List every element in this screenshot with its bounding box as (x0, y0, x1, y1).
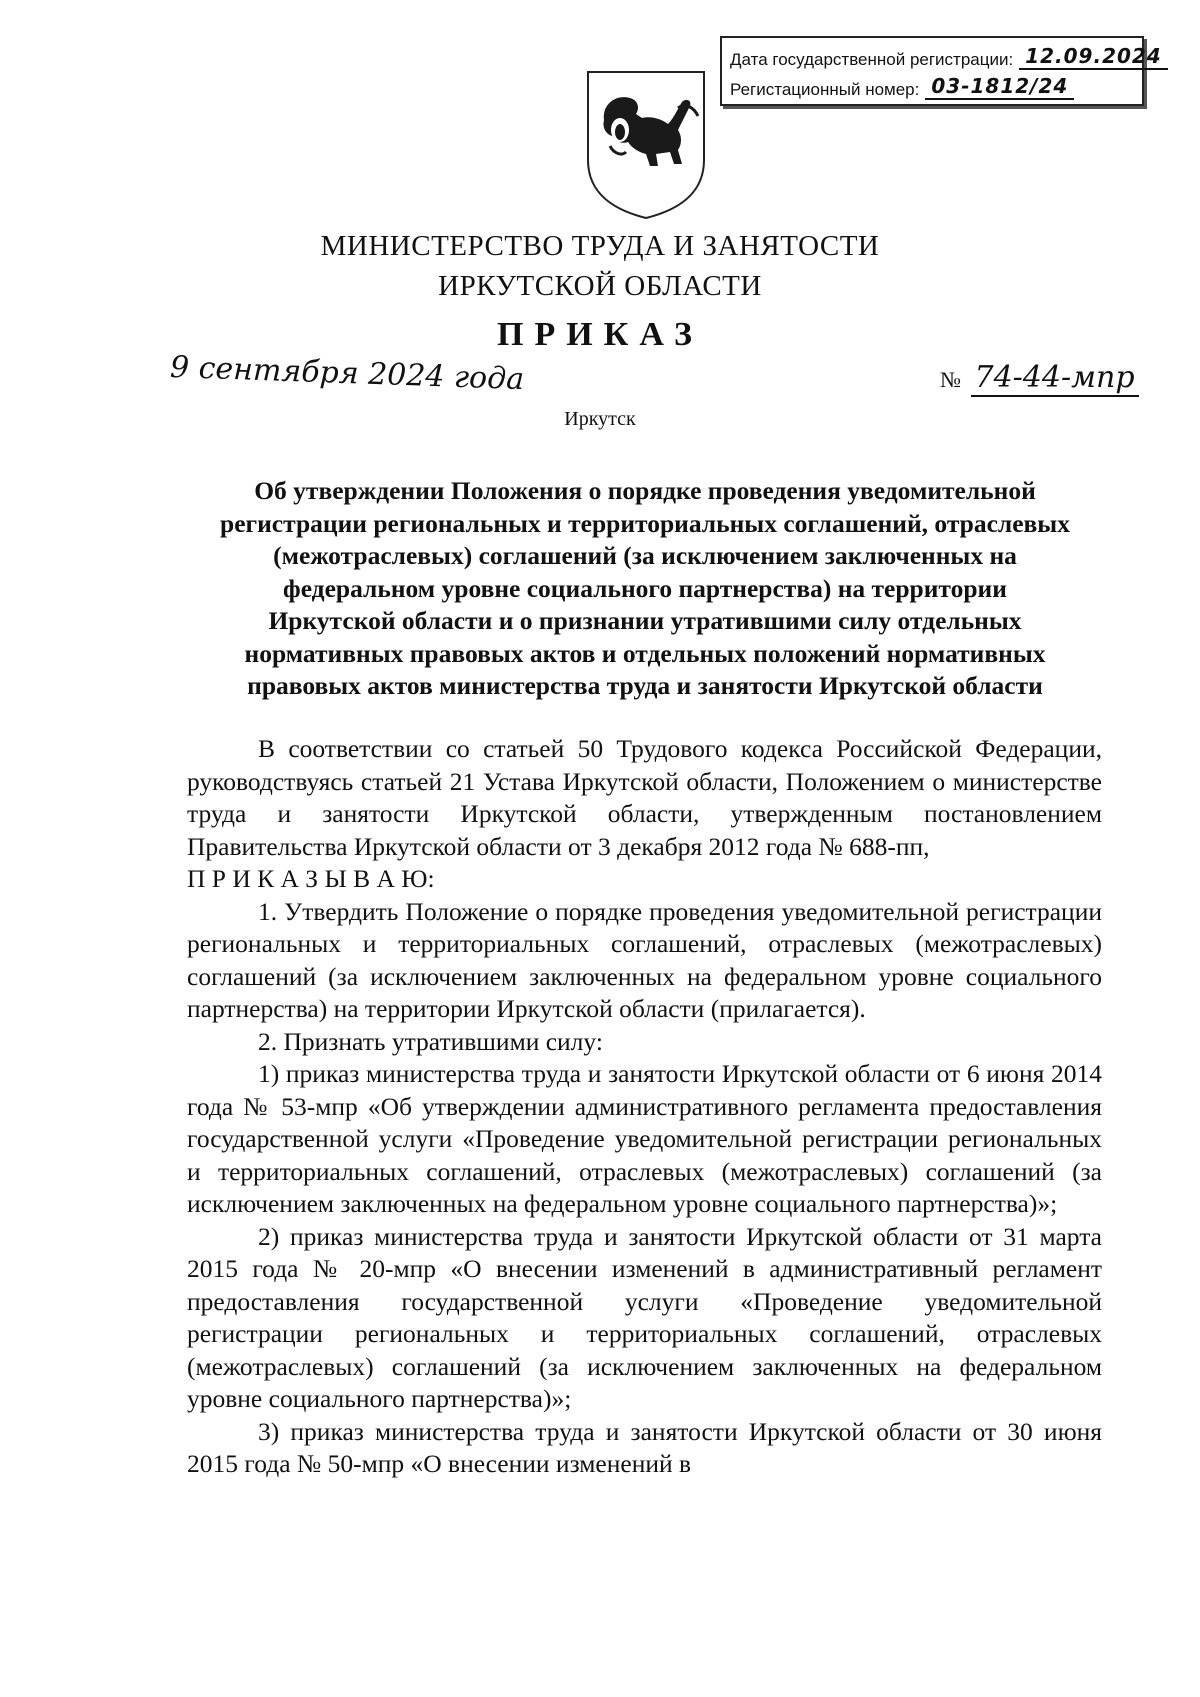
title-line: нормативных правовых актов и отдельных положений нормативных (244, 638, 1046, 668)
stamp-date-row (730, 44, 1168, 70)
stamp-number-row (730, 74, 1074, 100)
ministry-name-line2: ИРКУТСКОЙ ОБЛАСТИ (438, 270, 762, 302)
title-line: Иркутской области и о признании утратившими силу отдельных (268, 606, 1022, 635)
registration-stamp (720, 36, 1162, 106)
ministry-name-line1: МИНИСТЕРСТВО ТРУДА И ЗАНЯТОСТИ (320, 230, 880, 262)
handwritten-date: 9 сентября 2024 года (169, 349, 525, 398)
stamp-number-label: Регистационный номер: (730, 80, 920, 99)
city-name: Иркутск (564, 408, 636, 430)
item-2-1-paragraph: 1) приказ министерства труда и занятости Иркутской области от 6 июня 2014 года № 53-мпр «Об утверждении административного регламента предоставления государственной услуги «Проведение уведомительной регистрации региональных и территориальных соглашений, отраслевых (межотраслевых) соглашений (за исключением заключенных на федеральном уровне социального партнерства)»; (187, 1059, 1102, 1218)
title-line: (межотраслевых) соглашений (за исключением заключенных на (273, 541, 1017, 570)
document-body (187, 733, 1102, 1481)
document-title (190, 475, 1100, 703)
item-2-paragraph: 2. Признать утратившими силу: (258, 1026, 603, 1056)
stamp-number-value: 03-1812/24 (925, 74, 1074, 100)
order-number-label: № (940, 367, 961, 392)
title-line: федеральном уровне социального партнерства) на территории (283, 573, 1007, 603)
title-line: регистрации региональных и территориальных соглашений, отраслевых (220, 508, 1070, 538)
order-number-value: 74-44-мпр (971, 360, 1139, 397)
item-2-2-paragraph: 2) приказ министерства труда и занятости Иркутской области от 31 марта 2015 года № 20-мпр «О внесении изменений в административный регламент предоставления государственной услуги «Проведение уведомительной регистрации региональных и территориальных соглашений, отраслевых (межотраслевых) соглашений (за исключением заключенных на федеральном уровне социального партнерства)»; (187, 1221, 1102, 1413)
item-2-3-paragraph: 3) приказ министерства труда и занятости Иркутской области от 30 июня 2015 года № 50-мпр «О внесении изменений в (187, 1416, 1102, 1478)
document-type-heading: ПРИКАЗ (497, 316, 703, 353)
item-1-paragraph: 1. Утвердить Положение о порядке проведения уведомительной регистрации региональных и территориальных соглашений, отраслевых (межотраслевых) соглашений (за исключением заключенных на федеральном уровне социального партнерства) на территории Иркутской области (прилагается). (187, 896, 1102, 1023)
stamp-date-value: 12.09.2024 (1019, 44, 1168, 70)
title-line: правовых актов министерства труда и занятости Иркутской области (247, 671, 1043, 700)
order-word: П Р И К А З Ы В А Ю: (187, 864, 435, 893)
coat-of-arms-icon (582, 68, 710, 220)
preamble-paragraph: В соответствии со статьей 50 Трудового кодекса Российской Федерации, руководствуясь статьей 21 Устава Иркутской области, Положением о министерстве труда и занятости Иркутской области, утвержденным постановлением Правительства Иркутской области от 3 декабря 2012 года № 688-пп, (187, 734, 1102, 861)
order-number (940, 360, 1139, 395)
title-line: Об утверждении Положения о порядке проведения уведомительной (254, 476, 1036, 505)
stamp-date-label: Дата государственной регистрации: (730, 50, 1014, 69)
